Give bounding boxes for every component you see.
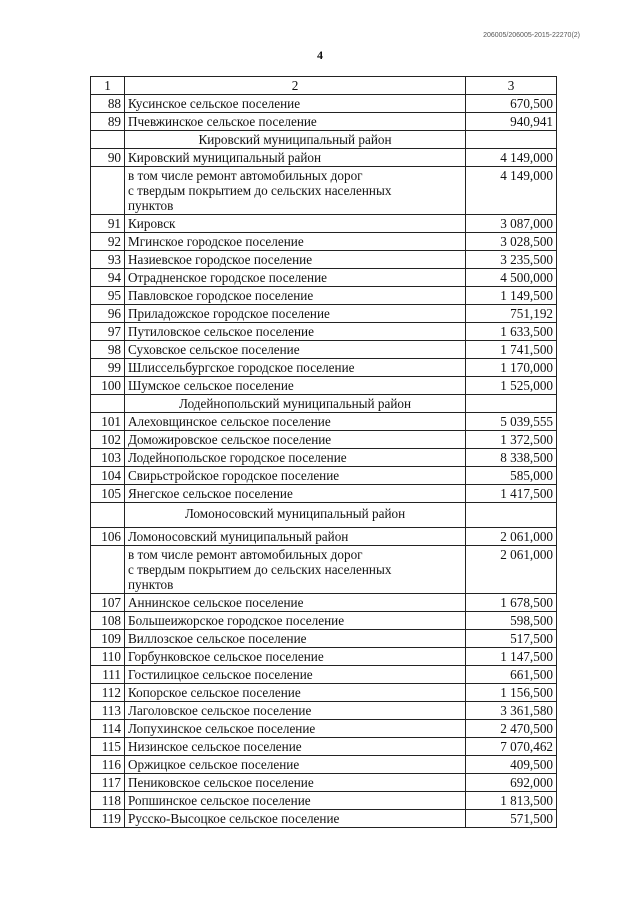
amount-value: 661,500 (466, 666, 557, 684)
settlement-name: Ропшинское сельское поселение (125, 792, 466, 810)
row-number: 119 (91, 810, 125, 828)
amount-value: 3 235,500 (466, 251, 557, 269)
settlement-name: Гостилицкое сельское поселение (125, 666, 466, 684)
row-number: 101 (91, 413, 125, 431)
section-empty-cell (91, 131, 125, 149)
row-number: 106 (91, 528, 125, 546)
row-number: 110 (91, 648, 125, 666)
district-title: Кировский муниципальный район (125, 131, 466, 149)
settlement-name: Пениковское сельское поселение (125, 774, 466, 792)
settlement-name: Свирьстройское городское поселение (125, 467, 466, 485)
note-line: с твердым покрытием до сельских населенных (128, 183, 392, 198)
note-empty-cell (91, 167, 125, 215)
row-number: 114 (91, 720, 125, 738)
note-line: пунктов (128, 577, 174, 592)
settlement-name: Русско-Высоцкое сельское поселение (125, 810, 466, 828)
section-empty-cell (466, 131, 557, 149)
amount-value: 3 028,500 (466, 233, 557, 251)
settlement-name: Мгинское городское поселение (125, 233, 466, 251)
settlement-name: Шумское сельское поселение (125, 377, 466, 395)
table-row (91, 720, 557, 738)
amount-value: 1 813,500 (466, 792, 557, 810)
note-row (91, 546, 557, 594)
row-number: 102 (91, 431, 125, 449)
table-body (91, 77, 557, 828)
settlement-name: Кировский муниципальный район (125, 149, 466, 167)
settlement-name: Лаголовское сельское поселение (125, 702, 466, 720)
note-text (125, 167, 466, 215)
row-number: 90 (91, 149, 125, 167)
row-number: 103 (91, 449, 125, 467)
district-section-row (91, 131, 557, 149)
table-row (91, 666, 557, 684)
header-col-3: 3 (466, 77, 557, 95)
amount-value: 409,500 (466, 756, 557, 774)
note-line: пунктов (128, 198, 174, 213)
settlement-name: Кусинское сельское поселение (125, 95, 466, 113)
row-number: 98 (91, 341, 125, 359)
table-row (91, 594, 557, 612)
table-row (91, 810, 557, 828)
note-value: 4 149,000 (466, 167, 557, 215)
amount-value: 1 417,500 (466, 485, 557, 503)
settlement-name: Пчевжинское сельское поселение (125, 113, 466, 131)
table-row (91, 359, 557, 377)
row-number: 97 (91, 323, 125, 341)
settlement-name: Путиловское сельское поселение (125, 323, 466, 341)
amount-value: 3 087,000 (466, 215, 557, 233)
amount-value: 7 070,462 (466, 738, 557, 756)
amount-value: 940,941 (466, 113, 557, 131)
settlement-name: Кировск (125, 215, 466, 233)
table-row (91, 756, 557, 774)
note-text (125, 546, 466, 594)
row-number: 91 (91, 215, 125, 233)
table-row (91, 485, 557, 503)
table-header-row (91, 77, 557, 95)
amount-value: 1 149,500 (466, 287, 557, 305)
row-number: 111 (91, 666, 125, 684)
amount-value: 5 039,555 (466, 413, 557, 431)
amount-value: 571,500 (466, 810, 557, 828)
table-row (91, 792, 557, 810)
allocation-table (90, 76, 557, 828)
row-number: 95 (91, 287, 125, 305)
settlement-name: Виллозское сельское поселение (125, 630, 466, 648)
row-number: 93 (91, 251, 125, 269)
table-row (91, 233, 557, 251)
table-row (91, 630, 557, 648)
amount-value: 598,500 (466, 612, 557, 630)
note-value: 2 061,000 (466, 546, 557, 594)
table-row (91, 215, 557, 233)
row-number: 115 (91, 738, 125, 756)
amount-value: 1 372,500 (466, 431, 557, 449)
table-row (91, 95, 557, 113)
row-number: 109 (91, 630, 125, 648)
settlement-name: Аннинское сельское поселение (125, 594, 466, 612)
settlement-name: Приладожское городское поселение (125, 305, 466, 323)
amount-value: 8 338,500 (466, 449, 557, 467)
settlement-name: Копорское сельское поселение (125, 684, 466, 702)
table-row (91, 113, 557, 131)
row-number: 88 (91, 95, 125, 113)
row-number: 92 (91, 233, 125, 251)
amount-value: 4 500,000 (466, 269, 557, 287)
amount-value: 2 061,000 (466, 528, 557, 546)
amount-value: 1 147,500 (466, 648, 557, 666)
table-row (91, 251, 557, 269)
amount-value: 692,000 (466, 774, 557, 792)
settlement-name: Большеижорское городское поселение (125, 612, 466, 630)
amount-value: 517,500 (466, 630, 557, 648)
settlement-name: Павловское городское поселение (125, 287, 466, 305)
table-row (91, 287, 557, 305)
row-number: 105 (91, 485, 125, 503)
row-number: 96 (91, 305, 125, 323)
table-row (91, 467, 557, 485)
document-id: 206005/206005-2015-22270(2) (483, 32, 580, 39)
settlement-name: Ломоносовский муниципальный район (125, 528, 466, 546)
table-row (91, 269, 557, 287)
amount-value: 1 633,500 (466, 323, 557, 341)
settlement-name: Лопухинское сельское поселение (125, 720, 466, 738)
district-title: Ломоносовский муниципальный район (125, 503, 466, 528)
row-number: 116 (91, 756, 125, 774)
row-number: 89 (91, 113, 125, 131)
note-empty-cell (91, 546, 125, 594)
table-row (91, 738, 557, 756)
table-row (91, 702, 557, 720)
row-number: 107 (91, 594, 125, 612)
row-number: 104 (91, 467, 125, 485)
row-number: 108 (91, 612, 125, 630)
section-empty-cell (466, 395, 557, 413)
amount-value: 2 470,500 (466, 720, 557, 738)
note-line: с твердым покрытием до сельских населенных (128, 562, 392, 577)
note-row (91, 167, 557, 215)
settlement-name: Отрадненское городское поселение (125, 269, 466, 287)
settlement-name: Низинское сельское поселение (125, 738, 466, 756)
table-row (91, 528, 557, 546)
amount-value: 1 156,500 (466, 684, 557, 702)
note-line: в том числе ремонт автомобильных дорог (128, 547, 363, 562)
settlement-name: Назиевское городское поселение (125, 251, 466, 269)
district-title: Лодейнопольский муниципальный район (125, 395, 466, 413)
amount-value: 585,000 (466, 467, 557, 485)
table-row (91, 305, 557, 323)
amount-value: 751,192 (466, 305, 557, 323)
settlement-name: Доможировское сельское поселение (125, 431, 466, 449)
amount-value: 1 170,000 (466, 359, 557, 377)
table-row (91, 684, 557, 702)
section-empty-cell (91, 503, 125, 528)
table-row (91, 323, 557, 341)
table-row (91, 377, 557, 395)
amount-value: 670,500 (466, 95, 557, 113)
settlement-name: Шлиссельбургское городское поселение (125, 359, 466, 377)
amount-value: 1 678,500 (466, 594, 557, 612)
row-number: 112 (91, 684, 125, 702)
note-line: в том числе ремонт автомобильных дорог (128, 168, 363, 183)
row-number: 118 (91, 792, 125, 810)
amount-value: 4 149,000 (466, 149, 557, 167)
district-section-row (91, 395, 557, 413)
table-row (91, 449, 557, 467)
district-section-row (91, 503, 557, 528)
row-number: 100 (91, 377, 125, 395)
section-empty-cell (91, 395, 125, 413)
page-number: 4 (317, 48, 323, 62)
amount-value: 1 525,000 (466, 377, 557, 395)
settlement-name: Янегское сельское поселение (125, 485, 466, 503)
header-col-2: 2 (125, 77, 466, 95)
table-row (91, 341, 557, 359)
amount-value: 3 361,580 (466, 702, 557, 720)
row-number: 113 (91, 702, 125, 720)
settlement-name: Алеховщинское сельское поселение (125, 413, 466, 431)
section-empty-cell (466, 503, 557, 528)
table-row (91, 431, 557, 449)
table-row (91, 612, 557, 630)
row-number: 99 (91, 359, 125, 377)
table-row (91, 774, 557, 792)
settlement-name: Лодейнопольское городское поселение (125, 449, 466, 467)
table-row (91, 648, 557, 666)
settlement-name: Горбунковское сельское поселение (125, 648, 466, 666)
settlement-name: Суховское сельское поселение (125, 341, 466, 359)
row-number: 94 (91, 269, 125, 287)
amount-value: 1 741,500 (466, 341, 557, 359)
table-row (91, 413, 557, 431)
row-number: 117 (91, 774, 125, 792)
header-col-1: 1 (91, 77, 125, 95)
table-row (91, 149, 557, 167)
settlement-name: Оржицкое сельское поселение (125, 756, 466, 774)
